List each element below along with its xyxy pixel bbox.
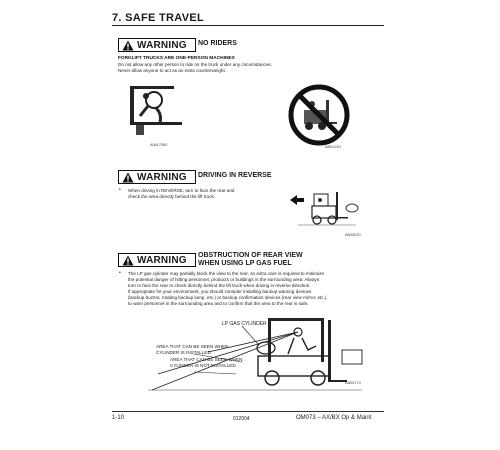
- arrow-left-icon: [290, 195, 304, 205]
- figure-caption: AB00020: [345, 233, 361, 237]
- body-line: The LP gas cylinder may partially block the view to the rear, so extra care is required to minimize: [128, 271, 325, 276]
- section-heading: OBSTRUCTION OF REAR VIEW: [198, 252, 303, 259]
- figure-caption: A0617060: [150, 143, 168, 147]
- prohibition-sign-icon: [288, 84, 350, 146]
- body-line: check the area directly behind the lift truck.: [128, 194, 216, 199]
- warning-label-box: [118, 170, 196, 184]
- body-line: the potential danger of hitting personnel, products or buildings in the surrounding area. Always: [128, 277, 320, 282]
- figure-caption: AB0113G: [325, 145, 342, 149]
- manual-title: OM073 – AX/BX Op & Maint: [296, 415, 372, 421]
- section-heading: WHEN USING LP GAS FUEL: [198, 260, 292, 267]
- body-line: Never allow anyone to act as an extra counterweight.: [118, 68, 227, 73]
- figure-label: LP GAS CYLINDER: [222, 321, 267, 327]
- warning-label-box: [118, 38, 196, 52]
- page-title: 7. SAFE TRAVEL: [112, 12, 205, 24]
- body-line: to warn personnel in the surrounding area and to confirm that the area to the rear is safe.: [128, 301, 309, 306]
- body-line: When driving in REVERSE, turn to face the rear and: [128, 188, 235, 193]
- body-line: If appropriate for your environment, you should consider installing backup warning devices: [128, 289, 312, 294]
- warning-triangle-icon: [122, 171, 134, 183]
- document-code: 012004: [233, 416, 250, 422]
- body-line: turn to face the rear to check directly behind the lift truck when driving in reverse direction.: [128, 283, 311, 288]
- reverse-driving-illustration: [290, 188, 360, 230]
- section-subheading: FORKLIFT TRUCKS ARE ONE-PERSON MACHINES: [118, 56, 235, 61]
- warning-label-box: [118, 253, 196, 267]
- figure-label: AREA THAT CAN BE SEEN WHEN: [156, 344, 229, 349]
- figure-label: AREA THAT CAN BE SEEN WHEN: [170, 357, 243, 362]
- warning-label: WARNING: [137, 39, 187, 51]
- warning-label: WARNING: [137, 171, 187, 183]
- figure-label: CYLINDER IS INSTALLED: [156, 350, 211, 355]
- rider-illustration: [126, 78, 188, 140]
- figure-label: CYLINDER IS NOT INSTALLED: [170, 363, 236, 368]
- warning-triangle-icon: [122, 254, 134, 266]
- body-line: (backup buzzer, rotating backup lamp, etc.) or backup confirmation devices (rear view mirror, etc.): [128, 295, 327, 300]
- section-heading: DRIVING IN REVERSE: [198, 172, 272, 179]
- section-heading: NO RIDERS: [198, 40, 237, 47]
- figure-caption: AB0017C: [345, 381, 362, 385]
- title-rule: [112, 25, 384, 26]
- warning-triangle-icon: [122, 39, 134, 51]
- body-line: Do not allow any other person to ride on the truck under any circumstances.: [118, 62, 272, 67]
- footer-rule: [112, 411, 384, 412]
- bullet: •: [119, 270, 121, 276]
- warning-label: WARNING: [137, 254, 187, 266]
- page-number: 1-10: [112, 415, 125, 421]
- bullet: •: [119, 187, 121, 193]
